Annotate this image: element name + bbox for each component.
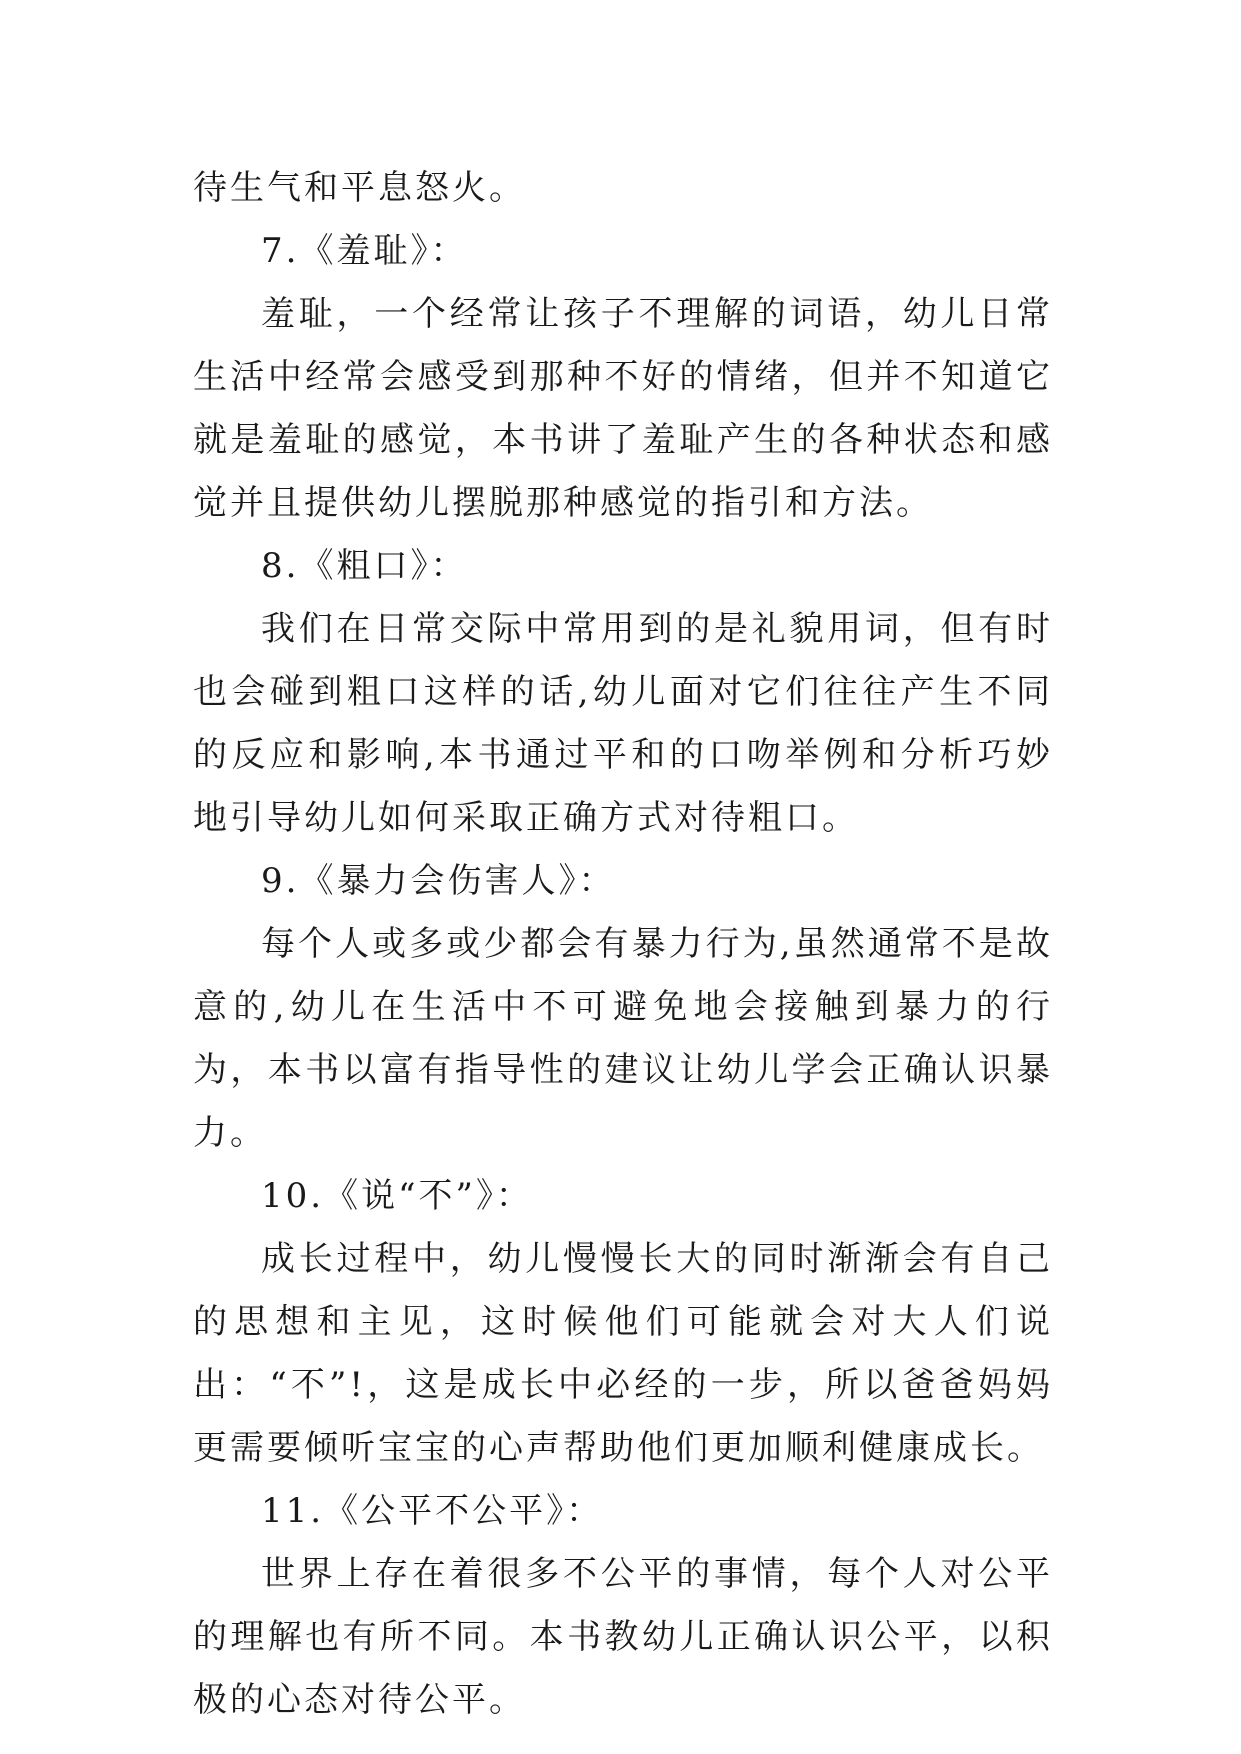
paragraph-anger-end: 待生气和平息怒火。: [193, 168, 526, 208]
heading-swearing: 8.《粗口》：: [261, 546, 468, 586]
document-body: [193, 157, 1053, 1732]
heading-say-no: 10.《说“不”》：: [261, 1176, 533, 1216]
heading-shame: 7.《羞耻》：: [261, 231, 468, 271]
paragraph-fairness: 世界上存在着很多不公平的事情，每个人对公平的理解也有所不同。本书教幼儿正确认识公平，以积极的心态对待公平。: [193, 1554, 1053, 1720]
paragraph-say-no: 成长过程中，幼儿慢慢长大的同时渐渐会有自己的思想和主见，这时候他们可能就会对大人们说出：“不”!，这是成长中必经的一步，所以爸爸妈妈更需要倾听宝宝的心声帮助他们更加顺利健康成长。: [193, 1239, 1053, 1468]
paragraph-violence: 每个人或多或少都会有暴力行为,虽然通常不是故意的,幼儿在生活中不可避免地会接触到暴力的行为，本书以富有指导性的建议让幼儿学会正确认识暴力。: [193, 924, 1053, 1153]
paragraph-shame: 羞耻，一个经常让孩子不理解的词语，幼儿日常生活中经常会感受到那种不好的情绪，但并不知道它就是羞耻的感觉，本书讲了羞耻产生的各种状态和感觉并且提供幼儿摆脱那种感觉的指引和方法。: [193, 294, 1053, 523]
paragraph-swearing: 我们在日常交际中常用到的是礼貌用词，但有时也会碰到粗口这样的话,幼儿面对它们往往产生不同的反应和影响,本书通过平和的口吻举例和分析巧妙地引导幼儿如何采取正确方式对待粗口。: [193, 609, 1053, 838]
heading-violence: 9.《暴力会伤害人》：: [261, 861, 616, 901]
heading-fairness: 11.《公平不公平》：: [261, 1491, 604, 1531]
